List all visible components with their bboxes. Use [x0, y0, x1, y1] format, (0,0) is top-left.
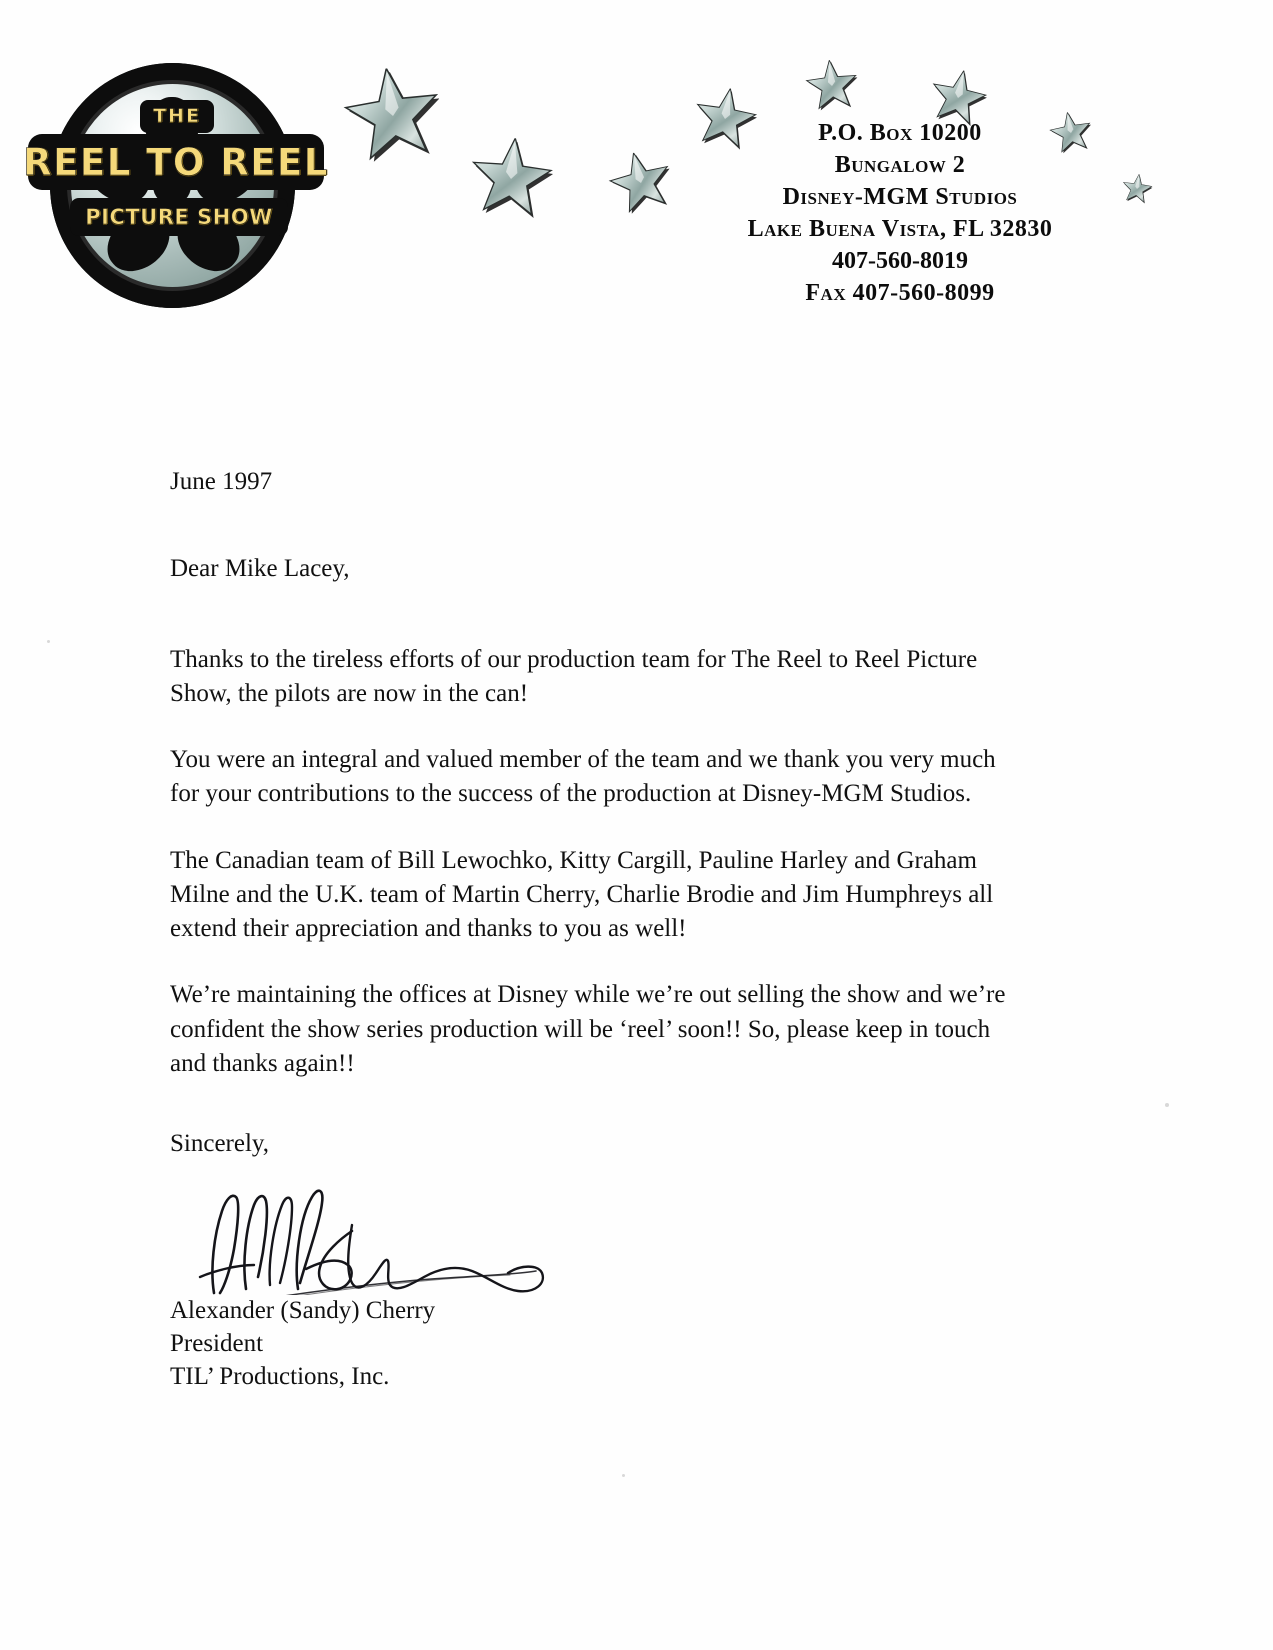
reel-to-reel-logo	[20, 58, 330, 308]
letterhead	[0, 0, 1273, 330]
letter-paragraph: Thanks to the tireless efforts of our production team for The Reel to Reel Picture Show, the pilots are now in the can!	[170, 645, 978, 707]
address-line-po-box: P.O. Box 10200	[818, 120, 982, 146]
star-icon	[803, 57, 860, 114]
signature-block	[170, 1294, 435, 1393]
logo-the-label: THE	[153, 105, 201, 127]
logo-sub-plate	[70, 198, 288, 236]
signature-area	[170, 1165, 770, 1295]
logo-main-label: REEL TO REEL	[23, 140, 329, 184]
star-icon	[339, 62, 447, 170]
star-icon	[466, 134, 556, 224]
address-line-phone: 407-560-8019	[832, 247, 968, 274]
address-line-studios: Disney-MGM Studios	[782, 183, 1018, 210]
signer-title: President	[170, 1330, 264, 1357]
logo-sub-label: PICTURE SHOW	[85, 204, 273, 229]
scan-speck	[47, 640, 50, 643]
letter-paragraph: We’re maintaining the offices at Disney while we’re out selling the show and we’re confident the show series production will be ‘reel’ soon!! So, please keep in touch and thanks again!!	[170, 981, 1006, 1077]
letter-closing	[170, 1128, 770, 1295]
letter-paragraph: You were an integral and valued member of the team and we thank you very much for your contributions to the success of the production at Disney-MGM Studios.	[170, 746, 996, 808]
letter-paragraph: The Canadian team of Bill Lewochko, Kitty Cargill, Pauline Harley and Graham Milne and the U.K. team of Martin Cherry, Charlie Brodie and Jim Humphreys all extend their appreciation and thanks to you as well!	[170, 846, 994, 942]
closing-salutation: Sincerely,	[170, 1130, 270, 1157]
address-line-city-state-zip: Lake Buena Vista, FL 32830	[747, 215, 1053, 242]
address-line-bungalow: Bungalow 2	[834, 151, 966, 178]
letter-body	[170, 466, 1030, 1081]
logo-main-plate	[23, 134, 329, 190]
scan-speck	[1165, 1103, 1169, 1107]
letter-date: June 1997	[170, 468, 273, 495]
scan-speck	[622, 1474, 625, 1477]
letter-salutation: Dear Mike Lacey,	[170, 555, 350, 583]
signer-company: TIL’ Productions, Inc.	[170, 1363, 390, 1390]
logo-the-plate	[140, 100, 214, 133]
handwritten-signature-icon	[180, 1165, 600, 1295]
signer-name: Alexander (Sandy) Cherry	[170, 1297, 436, 1324]
address-line-fax: Fax 407-560-8099	[805, 279, 995, 306]
letterhead-address-block	[640, 118, 1160, 309]
